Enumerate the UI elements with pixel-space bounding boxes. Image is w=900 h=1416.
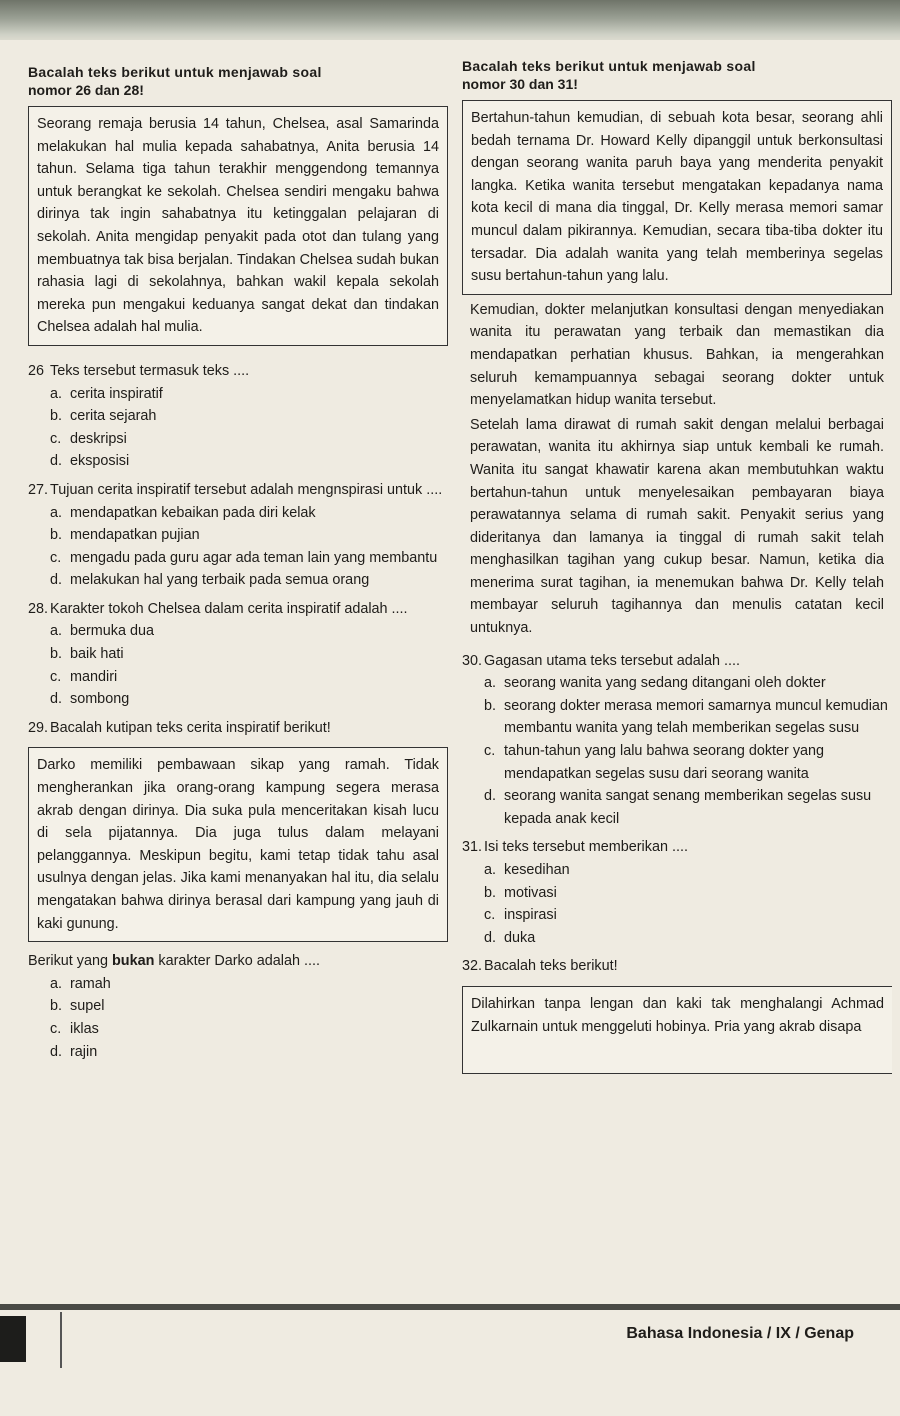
- q28-option-d[interactable]: d. sombong: [50, 691, 130, 708]
- q26-option-d[interactable]: d. eksposisi: [50, 453, 130, 470]
- q29-option-a[interactable]: a. ramah: [50, 975, 111, 992]
- passage-chelsea: Seorang remaja berusia 14 tahun, Chelsea, asal Samarinda melakukan hal mulia kepada sahabatnya, Anita berusia 14 tahun. Selama tiga tahun terakhir menggendong temannya untuk berangkat ke sekolah. Chelsea sendiri mengaku bahwa dirinya tak ingin sahabatnya itu ketinggalan pelajaran di sekolah. Anita mengidap penyakit pada otot dan tulang yang membuatnya tak bisa berjalan. Tindakan Chelsea sudah bukan rahasia lagi di sekolahnya, bahkan wakil kepala sekolah mereka pun mengakui keduanya sangat dekat dan tindakan Chelsea adalah hal mulia.: [28, 106, 448, 346]
- instruction-range: nomor 26 dan 28!: [28, 82, 144, 98]
- question-29-stem: Berikut yang bukan karakter Darko adalah ....: [28, 953, 320, 970]
- passage-dr-kelly-p1: Bertahun-tahun kemudian, di sebuah kota besar, seorang ahli bedah ternama Dr. Howard Kelly dipanggil untuk berkonsultasi dengan seorang wanita paruh baya yang menderita penyakit langka. Ketika wanita tersebut mengatakan kepadanya nama kota kecil di mana dia tinggal, Dr. Kelly merasa memori samar muncul dalam pikirannya. Kemudian, secara tiba-tiba dokter itu tersadar. Dia adalah wanita yang telah memberinya segelas susu bertahun-tahun yang lalu.: [462, 100, 892, 295]
- q26-option-a[interactable]: a. cerita inspiratif: [50, 385, 163, 402]
- q29-option-c[interactable]: c. iklas: [50, 1020, 99, 1037]
- q26-option-c[interactable]: c. deskripsi: [50, 430, 127, 447]
- footer-rule: [0, 1304, 900, 1310]
- instruction-range-right: nomor 30 dan 31!: [462, 76, 578, 92]
- q30-option-d[interactable]: d. seorang wanita sangat senang memberikan segelas susu kepada anak kecil: [484, 788, 872, 827]
- right-column: [462, 40, 892, 1074]
- footer-book-title: Bahasa Indonesia / IX / Genap: [626, 1325, 854, 1342]
- instruction-26-28: Bacalah teks berikut untuk menjawab soal: [28, 64, 322, 80]
- q27-option-d[interactable]: d. melakukan hal yang terbaik pada semua orang: [50, 572, 370, 589]
- q30-option-a[interactable]: a. seorang wanita yang sedang ditangani oleh dokter: [484, 675, 826, 692]
- q30-option-c[interactable]: c. tahun-tahun yang lalu bahwa seorang dokter yang mendapatkan segelas susu dari seorang wanita: [484, 743, 825, 782]
- q29-option-b[interactable]: b. supel: [50, 998, 105, 1015]
- q27-option-c[interactable]: c. mengadu pada guru agar ada teman lain yang membantu: [50, 549, 438, 566]
- passage-darko: Darko memiliki pembawaan sikap yang ramah. Tidak mengherankan jika orang-orang kampung segera merasa akrab dengan dirinya. Dia suka pula menceritakan kisah lucu di sela pijatannya. Dia juga tulus dalam melayani pelanggannya. Meskipun begitu, kami tetap tidak tahu asal usulnya dengan jelas. Jika kami menanyakan hal itu, dia selalu mengatakan bahwa dirinya berasal dari kampung yang jauh di kaki gunung.: [28, 747, 448, 942]
- question-29: 29. Bacalah kutipan teks cerita inspiratif berikut!: [28, 719, 331, 736]
- passage-dr-kelly-p2: Kemudian, dokter melanjutkan konsultasi dengan menyediakan wanita itu perawatan yang terbaik dan memastikan dia mendapatkan perhatian khusus. Bahkan, ia mengerahkan seluruh kemampuannya sebagai seorang dokter untuk menyelamatkan hidup wanita tersebut.: [470, 301, 884, 409]
- passage-dr-kelly-p3: Setelah lama dirawat di rumah sakit dengan melalui berbagai perawatan, wanita itu akhirnya siap untuk kembali ke rumah. Wanita itu sangat khawatir karena akan membutuhkan waktu bertahun-tahun untuk menyelesaikan pembayaran biaya perawatannya selama di rumah sakit. Penyakit serius yang dideritanya dan lamanya ia tinggal di rumah sakit telah menghasilkan tagihan yang cukup besar. Namun, ketika dia menerima surat tagihan, ia menemukan bahwa Dr. Kelly telah membayar seluruh tagihannya dan menulis catatan kecil untuknya.: [470, 416, 884, 637]
- q30-option-b[interactable]: b. seorang dokter merasa memori samarnya muncul kemudian membantu wanita yang telah memberikan segelas susu: [484, 697, 888, 737]
- q31-option-d[interactable]: d. duka: [484, 929, 536, 946]
- question-30: 30. Gagasan utama teks tersebut adalah ....: [462, 652, 740, 669]
- textbook-page: [0, 40, 900, 1416]
- q26-option-b[interactable]: b. cerita sejarah: [50, 408, 157, 425]
- q27-option-a[interactable]: a. mendapatkan kebaikan pada diri kelak: [50, 504, 316, 521]
- q27-option-b[interactable]: b. mendapatkan pujian: [50, 527, 200, 544]
- question-27: 27. Tujuan cerita inspiratif tersebut adalah mengnspirasi untuk ....: [28, 481, 443, 498]
- question-26: 26 Teks tersebut termasuk teks ....: [28, 362, 250, 379]
- q31-option-b[interactable]: b. motivasi: [484, 884, 557, 901]
- passage-achmad: Dilahirkan tanpa lengan dan kaki tak menghalangi Achmad Zulkarnain untuk menggeluti hobinya. Pria yang akrab disapa: [462, 986, 892, 1074]
- q28-option-b[interactable]: b. baik hati: [50, 646, 124, 663]
- q28-option-a[interactable]: a. bermuka dua: [50, 623, 154, 640]
- question-31: 31. Isi teks tersebut memberikan ....: [462, 839, 688, 856]
- q31-option-c[interactable]: c. inspirasi: [484, 907, 557, 924]
- instruction-30-31: Bacalah teks berikut untuk menjawab soal: [462, 58, 756, 74]
- question-32: 32. Bacalah teks berikut!: [462, 958, 618, 975]
- q29-option-d[interactable]: d. rajin: [50, 1043, 98, 1060]
- page-edge-tab: [0, 1316, 26, 1362]
- question-28: 28. Karakter tokoh Chelsea dalam cerita inspiratif adalah ....: [28, 600, 408, 617]
- q28-option-c[interactable]: c. mandiri: [50, 668, 118, 685]
- left-column: [28, 40, 448, 1063]
- q31-option-a[interactable]: a. kesedihan: [484, 862, 570, 878]
